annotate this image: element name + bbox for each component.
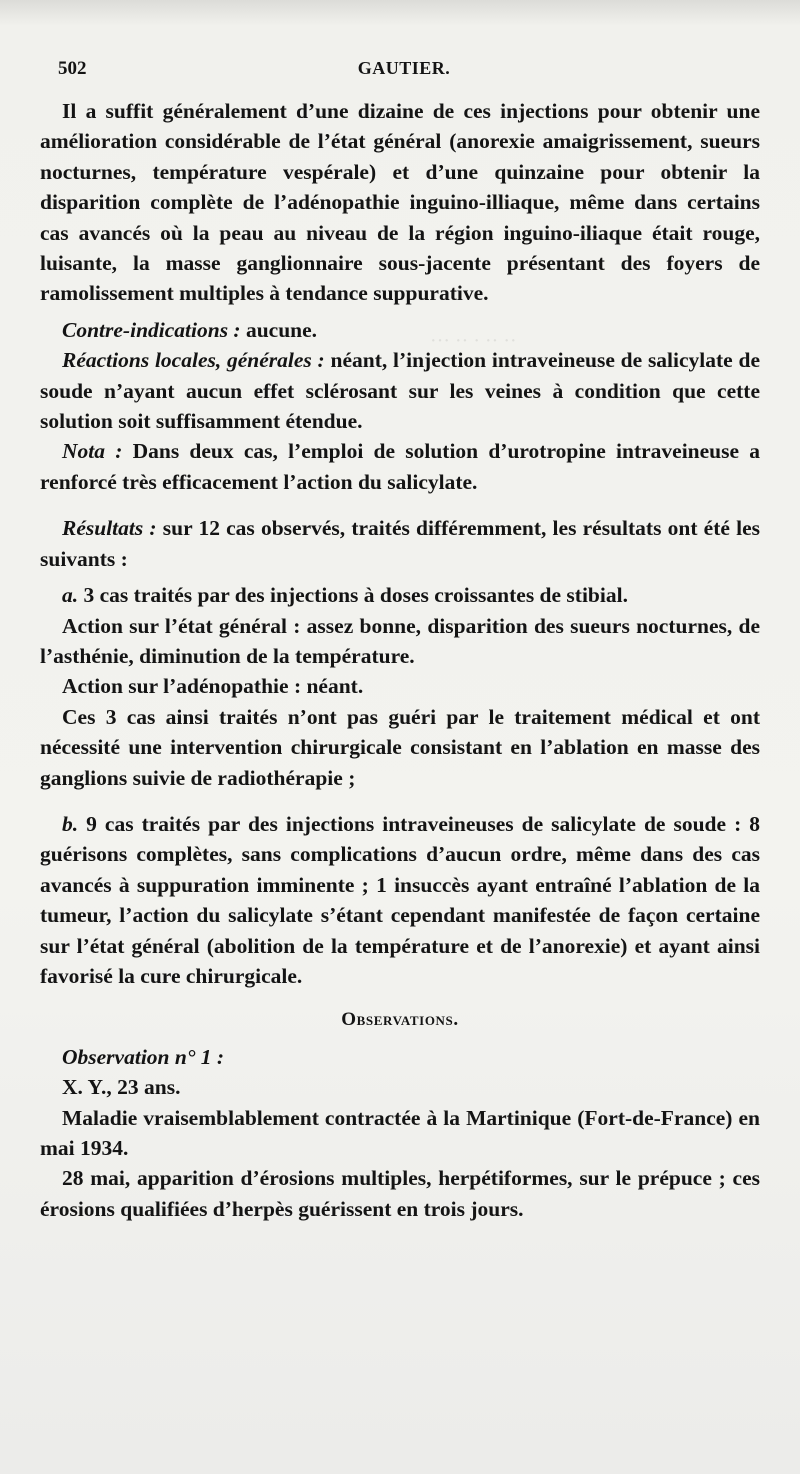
paragraph-case-a-adenopathy: Action sur l’adénopathie : néant.: [62, 674, 364, 699]
paragraph-case-b: [40, 809, 760, 991]
paragraph-nota: [40, 436, 760, 497]
resultats-label: Résultats :: [62, 516, 157, 541]
patient-line: X. Y., 23 ans.: [62, 1075, 181, 1100]
resultats-text: sur 12 cas observés, traités différemment, les résultats ont été les suivants :: [40, 516, 760, 571]
nota-text: Dans deux cas, l’emploi de solution d’urotropine intraveineuse a renforcé très efficacement l’action du salicylate.: [40, 439, 760, 494]
nota-label: Nota :: [62, 439, 123, 464]
paragraph-efficacy: Il a suffit généralement d’une dizaine de ces injections pour obtenir une amélioration considérable de l’état général (anorexie amaigrissement, sueurs nocturnes, température vespérale) et d’une quinzaine pour obtenir la disparition complète de l’adénopathie inguino-illiaque, même dans certains cas avancés où la peau au niveau de la région inguino-iliaque était rouge, luisante, la masse ganglionnaire sous-jacente présentant des foyers de ramolissement multiples à tendance suppurative.: [40, 99, 760, 306]
observations-heading: Observations.: [341, 1009, 459, 1031]
paragraph-contre-indications: [40, 315, 760, 345]
page-number: 502: [58, 58, 87, 79]
running-head: GAUTIER.: [357, 58, 451, 78]
contre-indications-label: Contre-indications :: [62, 317, 241, 342]
body-text: [40, 96, 760, 1224]
bleed-through-text: ·· ·· · ·· ···: [430, 330, 517, 352]
reactions-text: néant, l’injection intraveineuse de salicylate de soude n’ayant aucun effet sclérosant sur les veines à condition que cette solution soit suffisamment étendue.: [40, 348, 760, 434]
paragraph-case-a-result: Ces 3 cas ainsi traités n’ont pas guéri par le traitement médical et ont nécessité une intervention chirurgicale consistant en l’ablation en masse des ganglions suivie de radiothérapie ;: [40, 704, 760, 790]
observation-title: [40, 1042, 760, 1072]
page-header: [58, 58, 750, 88]
reactions-label: Réactions locales, générales :: [62, 348, 325, 373]
paragraph-case-a: [40, 580, 760, 610]
case-b-text: 9 cas traités par des injections intraveineuses de salicylate de soude : 8 guérisons complètes, sans complications d’aucun ordre, même dans des cas avancés à suppuration imminente ; 1 insuccès ayant entraîné l’ablation de la tumeur, l’action du salicylate s’étant cependant manifestée de façon certaine sur l’état général (abolition de la température et de l’anorexie) et ayant ainsi favorisé la cure chirurgicale.: [40, 811, 760, 988]
paragraph-28-mai: 28 mai, apparition d’érosions multiples, herpétiformes, sur le prépuce ; ces érosions qualifiées d’herpès guérissent en trois jours.: [40, 1166, 760, 1221]
paragraph-maladie: Maladie vraisemblablement contractée à la Martinique (Fort-de-France) en mai 1934.: [40, 1105, 760, 1160]
paragraph-reactions: [40, 345, 760, 436]
paragraph-case-a-general: Action sur l’état général : assez bonne, disparition des sueurs nocturnes, de l’asthénie, diminution de la température.: [40, 613, 760, 668]
case-b-label: b.: [62, 811, 79, 836]
paragraph-resultats: [40, 513, 760, 574]
contre-indications-text: aucune.: [245, 317, 318, 342]
case-a-text: 3 cas traités par des injections à doses croissantes de stibial.: [83, 583, 628, 608]
observation-label: Observation n° 1 :: [62, 1044, 225, 1069]
case-a-label: a.: [62, 583, 79, 608]
